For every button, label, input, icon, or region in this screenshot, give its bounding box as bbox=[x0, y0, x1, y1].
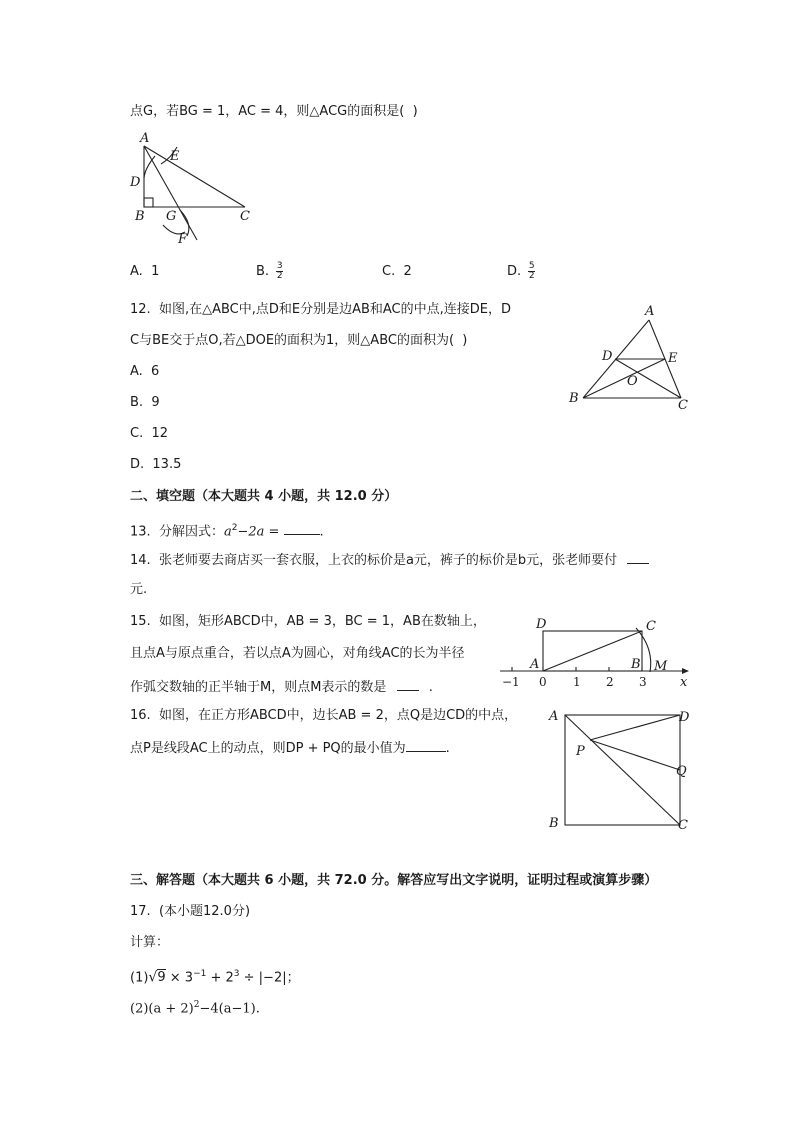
q15-label-m: M bbox=[654, 659, 668, 674]
q17-intro: 计算： bbox=[130, 935, 170, 950]
q11-option-d[interactable]: D. $\frac{5}{2}$ bbox=[507, 261, 535, 281]
q15-tick-label-2: 2 bbox=[606, 675, 614, 689]
q11-option-d-fraction: $\frac{5}{2}$ bbox=[528, 261, 535, 281]
q16-label-c: C bbox=[678, 818, 688, 833]
q14-stem: 14. 张老师要去商店买一套衣服，上衣的标价是a元，裤子的标价是b元，张老师要付 bbox=[130, 549, 649, 571]
q11-stem-tail: 点G，若BG = 1，AC = 4，则△ACG的面积是( ) bbox=[130, 104, 418, 119]
q17-part-1: $(1)√9 \times 3^{-1} + 2^3 \div |-2|$； bbox=[130, 969, 300, 986]
q13-answer-blank[interactable] bbox=[284, 520, 320, 535]
q15-tick-label-0: 0 bbox=[539, 675, 547, 689]
q15-answer-blank[interactable] bbox=[397, 676, 419, 691]
q12-label-b: B bbox=[569, 391, 579, 406]
q11-label-b: B bbox=[135, 209, 145, 224]
q15-tick-label--1: −1 bbox=[502, 675, 520, 689]
q12-option-b[interactable]: B. 9 bbox=[130, 395, 160, 410]
q15-label-b: B bbox=[631, 657, 641, 672]
q11-arc-d bbox=[144, 156, 155, 178]
q11-label-d: D bbox=[130, 175, 141, 190]
q15-label-a: A bbox=[530, 657, 540, 672]
q15-figure bbox=[496, 612, 696, 694]
q12-label-o: O bbox=[627, 374, 638, 389]
q14-tail: 元. bbox=[130, 582, 148, 597]
q16-label-d: D bbox=[679, 710, 690, 725]
q11-option-b[interactable]: B. $\frac{3}{2}$ bbox=[256, 261, 283, 281]
q11-right-angle-mark bbox=[144, 198, 153, 207]
q11-options bbox=[130, 262, 560, 288]
q11-label-g: G bbox=[166, 209, 177, 224]
q12-option-d[interactable]: D. 13.5 bbox=[130, 457, 182, 472]
q11-option-c[interactable]: C. 2 bbox=[382, 264, 412, 279]
q14-answer-blank[interactable] bbox=[627, 549, 649, 564]
q17-part-2: $(2)(a + 2)^2-4(a-1)$. bbox=[130, 1000, 260, 1017]
q16-segment-pd bbox=[590, 715, 680, 740]
q16-label-a: A bbox=[549, 709, 559, 724]
q12-label-d: D bbox=[602, 349, 613, 364]
q12-stem-line-2: C与BE交于点O,若△DOE的面积为1，则△ABC的面积为( ) bbox=[130, 333, 468, 348]
q11-side-ac bbox=[144, 146, 245, 207]
q16-stem-line-1: 16. 如图，在正方形ABCD中，边长AB = 2，点Q是边CD的中点， bbox=[130, 708, 518, 723]
q11-label-e: E bbox=[170, 149, 180, 164]
q16-answer-blank[interactable] bbox=[406, 737, 446, 752]
q12-label-a: A bbox=[645, 304, 655, 319]
section-2-heading: 二、填空题（本大题共 4 小题，共 12.0 分） bbox=[130, 489, 398, 504]
q12-stem-line-1: 12. 如图,在△ABC中,点D和E分别是边AB和AC的中点,连接DE，D bbox=[130, 302, 512, 317]
q15-stem-line-3: 作弧交数轴的正半轴于M，则点M表示的数是 . bbox=[130, 676, 433, 698]
q11-label-f: F bbox=[178, 232, 188, 247]
q15-axis-arrow bbox=[682, 668, 689, 674]
q11-label-c: C bbox=[240, 209, 250, 224]
q15-label-x: x bbox=[680, 675, 688, 690]
q13: 13. 分解因式：$a^2-2a$ = . bbox=[130, 518, 324, 542]
q16-label-p: P bbox=[576, 744, 585, 759]
q15-tick-label-1: 1 bbox=[573, 675, 581, 689]
q16-segment-pq bbox=[590, 740, 680, 770]
q12-figure bbox=[565, 302, 695, 412]
q11-label-a: A bbox=[140, 131, 150, 146]
q15-diagonal-ac bbox=[543, 631, 642, 671]
q15-label-c: C bbox=[646, 619, 656, 634]
q12-label-c: C bbox=[678, 398, 688, 413]
q16-stem-line-2: 点P是线段AC上的动点，则DP + PQ的最小值为 . bbox=[130, 737, 450, 759]
q11-option-a[interactable]: A. 1 bbox=[130, 264, 160, 279]
q12-option-c[interactable]: C. 12 bbox=[130, 426, 169, 441]
q16-label-q: Q bbox=[676, 764, 687, 779]
q12-label-e: E bbox=[668, 351, 678, 366]
q15-stem-line-1: 15. 如图，矩形ABCD中，AB = 3，BC = 1，AB在数轴上， bbox=[130, 614, 486, 629]
q15-tick-label-3: 3 bbox=[639, 675, 647, 689]
q16-label-b: B bbox=[549, 816, 559, 831]
q12-option-a[interactable]: A. 6 bbox=[130, 364, 160, 379]
q15-stem-line-2: 且点A与原点重合，若以点A为圆心，对角线AC的长为半径 bbox=[130, 646, 465, 661]
q15-label-d: D bbox=[536, 617, 547, 632]
q11-option-b-fraction: $\frac{3}{2}$ bbox=[276, 261, 283, 281]
q11-figure bbox=[125, 128, 265, 246]
q16-figure bbox=[545, 705, 695, 835]
q17-title: 17. (本小题12.0分) bbox=[130, 904, 251, 919]
section-3-heading: 三、解答题（本大题共 6 小题，共 72.0 分。解答应写出文字说明，证明过程或演算步骤） bbox=[130, 873, 658, 888]
